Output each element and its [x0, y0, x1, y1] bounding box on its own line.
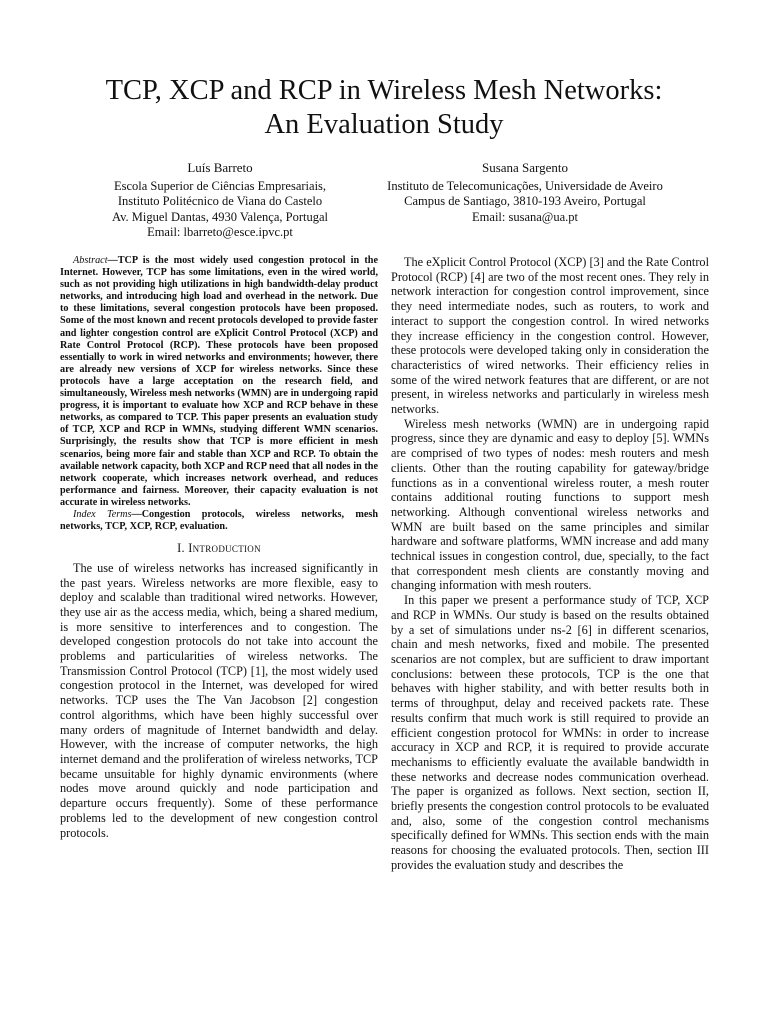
author-affiliation: Escola Superior de Ciências Empresariais,: [113, 178, 327, 193]
author-block: [360, 160, 690, 225]
author-name: Susana Sargento: [481, 160, 569, 175]
author-name: Luís Barreto: [187, 160, 253, 175]
body-paragraph: Wireless mesh networks (WMN) are in undergoing rapid progress, since they are dynamic and easy to deploy [5]. WMNs are comprised of two types of nodes: mesh routers and mesh clients. Other than the routing capability for gateway/bridge functions as in a conventional wireless router, a mesh router contains additional routing functions to support mesh networking. Although conventional wireless networks and WMN are built based on the same principles and similar hardware and software platforms, WMN increase and add many technical issues in congestion control, due, specially, to the fact that correspondent mesh clients are constantly moving and changing information with mesh routers.: [391, 416, 709, 593]
author-affiliation: Instituto de Telecomunicações, Universidade de Aveiro: [387, 178, 663, 193]
index-terms: [60, 509, 378, 533]
section-heading: I. Introduction: [177, 541, 261, 556]
abstract: [60, 255, 378, 509]
left-column: [60, 255, 378, 840]
body-paragraph: The use of wireless networks has increased significantly in the past years. Wireless networks are more flexible, easy to deploy and scalable than traditional wired networks. However, they use air as the access media, which, being a shared medium, is more sensitive to interferences and to congestion. The developed congestion protocols do not take into account the problems and particularities of wireless networks. The Transmission Control Protocol (TCP) [1], the most widely used congestion protocol in the Internet, was developed for wired networks. TCP uses the The Van Jacobson [2] congestion control algorithms, which have been highly successful over many orders of magnitude of Internet bandwidth and delay. However, with the increase of computer networks, the high internet demand and the proliferation of wireless networks, TCP became unsuitable for highly dynamic environments (where nodes move around quickly and node participation and departure occurs frequently). Some of these performance problems led to the development of new congestion control protocols.: [60, 560, 378, 840]
author-block: [70, 160, 370, 241]
paper-title: [40, 74, 728, 142]
body-paragraph: In this paper we present a performance study of TCP, XCP and RCP in WMNs. Our study is based on the results obtained by a set of simulations under ns-2 [6] in different scenarios, chain and mesh networks, fixed and mobile. The presented scenarios are not complex, but are sufficient to draw important conclusions: between these protocols, TCP is the one that behaves with higher stability, and with better results both in terms of throughput, delay and received packets rate. These results confirm that much work is still required to provide an efficient congestion protocol for WMNs: in order to increase accuracy in XCP and RCP, it is required to provide accurate mechanisms to efficiently evaluate the available bandwidth in these networks and decrease nodes communication overhead. The paper is organized as follows. Next section, section II, briefly presents the congestion control protocols to be evaluated and, also, some of the congestion control mechanisms specifically defined for WMNs. This section ends with the main reasons for choosing the evaluated protocols. Then, section III provides the evaluation study and describes the: [391, 593, 709, 872]
author-email: Email: lbarreto@esce.ipvc.pt: [147, 225, 293, 239]
index-terms-label: Index Terms: [73, 508, 132, 520]
title-line: TCP, XCP and RCP in Wireless Mesh Networks:: [105, 75, 663, 106]
author-email: Email: susana@ua.pt: [472, 209, 578, 224]
author-address: Av. Miguel Dantas, 4930 Valença, Portugal: [111, 209, 329, 224]
index-terms-text: —Congestion protocols, wireless networks, mesh networks, TCP, XCP, RCP, evaluation.: [60, 508, 378, 533]
abstract-label: Abstract: [73, 255, 108, 266]
abstract-text: —TCP is the most widely used congestion protocol in the Internet. However, TCP has some limitations, even in the wired world, such as not providing high utilizations in high bandwidth-delay product networks, and introducing high load and overhead in the network. Due to these limitations, several congestion protocols have been proposed. Some of the most known and recent protocols developed to provide faster and lighter congestion control are eXplicit Control Protocol (XCP) and Rate Control Protocol (RCP). These protocols have been proposed essentially to work in wired networks and environments; however, there are already new versions of XCP for wireless networks. Since these protocols have a large acceptation on the research field, and simultaneously, Wireless mesh networks (WMN) are in undergoing rapid progress, it is important to evaluate how XCP and RCP behave in these networks, as compared to TCP. This paper presents an evaluation study of TCP, XCP and RCP in WMNs, studying different WMN scenarios. Surprisingly, the results show that TCP is more efficient in mesh scenarios, being more fair and stable than XCP and RCP. To obtain the available network capacity, both XCP and RCP need that all nodes in the network cooperate, which increases network overhead, and reduces performance and fairness. Moreover, their capacity evaluation is not accurate in wireless networks.: [60, 255, 378, 508]
author-affiliation: Instituto Politécnico de Viana do Castelo: [117, 194, 323, 208]
author-address: Campus de Santiago, 3810-193 Aveiro, Portugal: [404, 194, 646, 208]
title-line: An Evaluation Study: [264, 109, 504, 140]
body-paragraph: The eXplicit Control Protocol (XCP) [3] and the Rate Control Protocol (RCP) [4] are two of the most recent ones. They rely in network interaction for congestion control improvement, since they need intermediate nodes, such as routers, to work and interact to support the congestion control. In wired networks they increase efficiency in the congestion control. However, these protocols were developed taking only in consideration the characteristics of wired networks. Their efficiency relies in some of the wired network features that are different, or are not present, in wireless networks and particularly in wireless mesh networks.: [391, 255, 709, 417]
right-column: [391, 255, 709, 873]
